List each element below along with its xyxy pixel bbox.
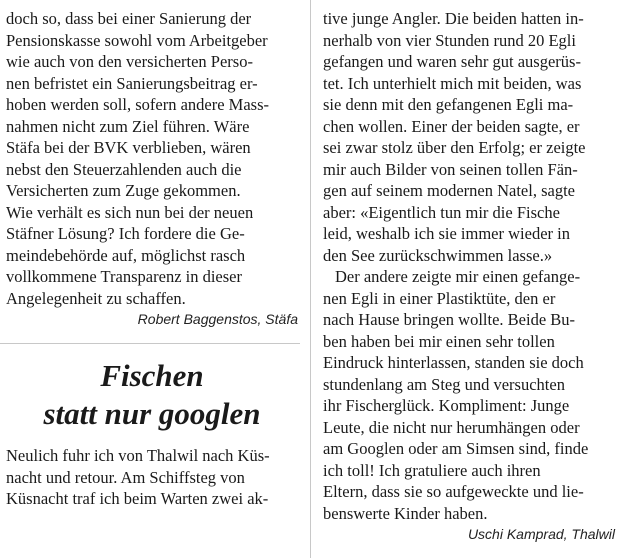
headline-line: Fischen <box>100 358 204 393</box>
text-line: sie denn mit den gefangenen Egli ma- <box>323 95 574 114</box>
text-line: sei zwar stolz über den Erfolg; er zeigte <box>323 138 586 157</box>
letter2-intro <box>6 445 298 510</box>
text-line: chen wollen. Einer der beiden sagte, er <box>323 116 580 136</box>
text-line: nach Hause bringen wollte. Beide Bu- <box>323 310 576 329</box>
text-line: mir auch Bilder von seinen tollen Fän- <box>323 159 578 179</box>
letter2-body-continued <box>323 8 615 524</box>
text-line: leid, weshalb ich sie immer wieder in <box>323 224 570 243</box>
column-divider <box>310 0 311 558</box>
text-line: Stäfa bei der BVK verblieben, wären <box>6 138 251 157</box>
text-line: aber: «Eigentlich tun mir die Fische <box>323 202 560 222</box>
text-line: Eindruck hinterlassen, standen sie doch <box>323 353 584 372</box>
section-divider <box>0 343 300 344</box>
letter1-column <box>6 8 298 329</box>
text-line: meindebehörde auf, möglichst rasch <box>6 245 246 265</box>
text-line: ich toll! Ich gratuliere auch ihren <box>323 460 541 480</box>
text-line: Leute, die nicht nur herumhängen oder <box>323 417 580 437</box>
text-line: nahmen nicht zum Ziel führen. Wäre <box>6 116 250 136</box>
text-line: Stäfner Lösung? Ich fordere die Ge- <box>6 224 245 243</box>
text-line: gen auf seinem modernen Natel, sagte <box>323 181 575 200</box>
letter2-body-start <box>6 445 298 510</box>
letter2-column <box>323 8 615 544</box>
text-line: doch so, dass bei einer Sanierung der <box>6 9 252 28</box>
text-line: nebst den Steuerzahlenden auch die <box>6 159 242 179</box>
text-line: nen Egli in einer Plastiktüte, den er <box>323 288 556 308</box>
text-line: tive junge Angler. Die beiden hatten in- <box>323 9 584 28</box>
text-line: nen befristet ein Sanierungsbeitrag er- <box>6 73 258 93</box>
text-line: hoben werden soll, sofern andere Mass- <box>6 95 270 114</box>
text-line: nacht und retour. Am Schiffsteg von <box>6 467 245 487</box>
text-line: ben haben bei mir einen sehr tollen <box>323 331 555 351</box>
letter2-headline <box>6 357 298 433</box>
text-line: am Googlen oder am Simsen sind, finde <box>323 439 589 458</box>
text-line: den See zurückschwimmen lasse.» <box>323 245 553 265</box>
letter2-signature: Uschi Kamprad, Thalwil <box>467 526 615 542</box>
text-line: Wie verhält es sich nun bei der neuen <box>6 202 254 222</box>
text-line: Pensionskasse sowohl vom Arbeitgeber <box>6 30 268 50</box>
headline-line: statt nur googlen <box>43 396 261 431</box>
letter1-signature: Robert Baggenstos, Stäfa <box>137 311 298 327</box>
text-line: vollkommene Transparenz in dieser <box>6 267 242 286</box>
text-line: wie auch von den versicherten Perso- <box>6 52 253 71</box>
text-line: Küsnacht traf ich beim Warten zwei ak- <box>6 489 269 508</box>
text-line: Versicherten zum Zuge gekommen. <box>6 181 241 200</box>
letter1-body <box>6 8 298 309</box>
text-line: Eltern, dass sie so aufgeweckte und lie- <box>323 482 584 501</box>
text-line: gefangen und waren sehr gut ausgerüs- <box>323 52 581 71</box>
text-line: tet. Ich unterhielt mich mit beiden, was <box>323 73 582 93</box>
text-line: Neulich fuhr ich von Thalwil nach Küs- <box>6 446 270 465</box>
text-line: benswerte Kinder haben. <box>323 503 488 523</box>
text-line: Der andere zeigte mir einen gefange- <box>335 267 581 286</box>
text-line: nerhalb von vier Stunden rund 20 Egli <box>323 30 576 50</box>
text-line: Angelegenheit zu schaffen. <box>6 288 186 308</box>
text-line: stundenlang am Steg und versuchten <box>323 374 565 394</box>
text-line: ihr Fischerglück. Kompliment: Junge <box>323 396 570 415</box>
